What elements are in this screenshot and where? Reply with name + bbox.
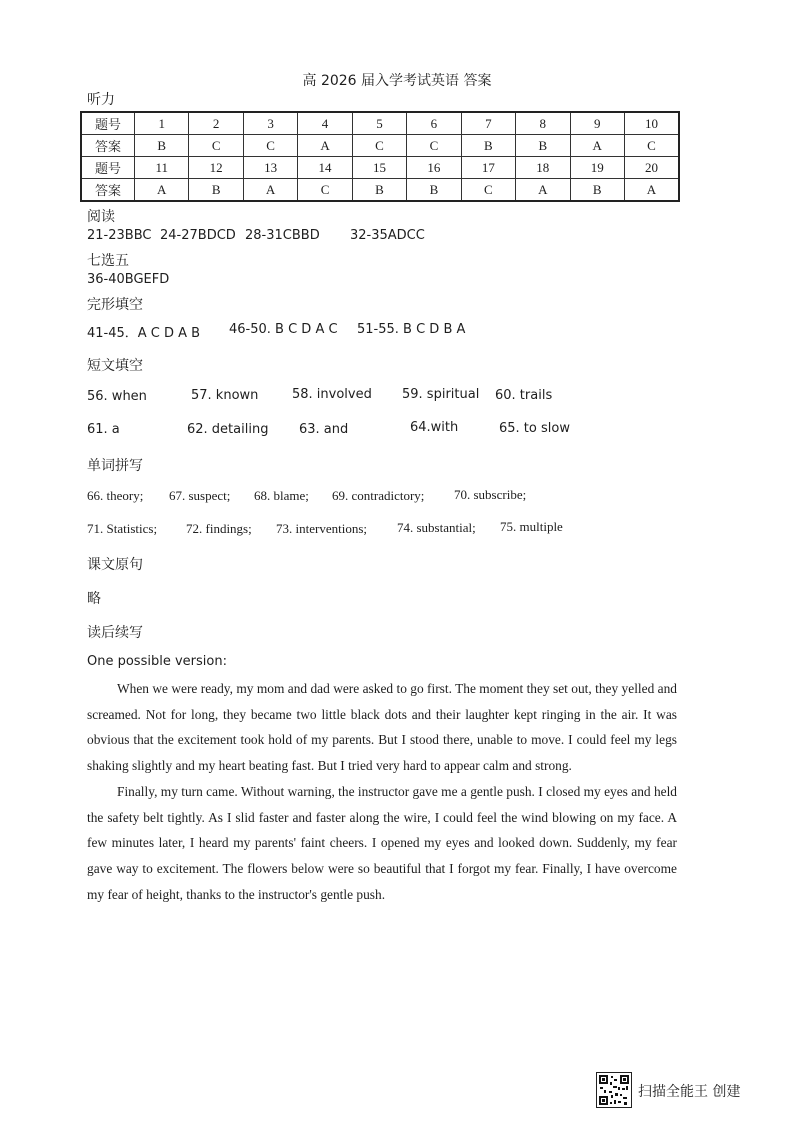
reading-heading: 阅读 (87, 209, 115, 225)
table-cell: A (624, 179, 679, 202)
listening-answer-table (80, 111, 680, 202)
table-cell: B (516, 135, 570, 157)
table-cell: B (570, 179, 624, 202)
spelling-answer: 73. interventions; (276, 521, 367, 536)
reading-answer-21-23: 21-23BBC (87, 228, 152, 243)
table-row (81, 135, 679, 157)
spelling-answer: 70. subscribe; (454, 487, 527, 502)
essay-paragraph: When we were ready, my mom and dad were asked to go first. The moment they set out, they yelled and screamed. Not for long, they became two little black dots and their laughter kept ringing in the air. It was obvious that the excitement took hold of my parents. But I stood there, unable to move. I could feel my legs shaking slightly and my heart beating fast. But I tried very hard to appear calm and strong. (87, 681, 677, 774)
table-cell: 18 (516, 157, 570, 179)
grammar-fill-answer: 61. a (87, 422, 120, 437)
table-cell: C (624, 135, 679, 157)
table-cell: 12 (189, 157, 243, 179)
table-cell: B (407, 179, 461, 202)
spelling-answer: 68. blame; (254, 488, 309, 503)
reading-answer-28-31: 28-31CBBD (245, 228, 320, 243)
table-cell: B (352, 179, 406, 202)
table-row (81, 112, 679, 135)
table-cell: 4 (298, 112, 352, 135)
seven-five-answer: 36-40BGEFD (87, 272, 170, 287)
table-cell: C (461, 179, 515, 202)
table-cell: 15 (352, 157, 406, 179)
cloze-answer-51-55: 51-55. B C D B A (357, 322, 466, 337)
spelling-answer: 69. contradictory; (332, 488, 425, 503)
table-cell: A (516, 179, 570, 202)
grammar-fill-answer: 57. known (191, 388, 259, 403)
spelling-heading: 单词拼写 (87, 458, 143, 474)
grammar-fill-answer: 59. spiritual (402, 387, 480, 402)
table-cell: A (298, 135, 352, 157)
table-cell: 14 (298, 157, 352, 179)
table-row (81, 179, 679, 202)
cloze-answer-41-45: 41-45．A C D A B (87, 326, 201, 341)
table-cell: B (189, 179, 243, 202)
table-cell: C (243, 135, 297, 157)
table-cell: 19 (570, 157, 624, 179)
table-cell: 20 (624, 157, 679, 179)
reading-answer-32-35: 32-35ADCC (350, 228, 425, 243)
table-cell: 6 (407, 112, 461, 135)
spelling-answer: 67. suspect; (169, 488, 231, 503)
table-cell: 10 (624, 112, 679, 135)
table-cell: 11 (135, 157, 189, 179)
grammar-fill-answer: 64.with (410, 420, 459, 435)
qr-code-icon (596, 1072, 632, 1108)
table-cell: C (407, 135, 461, 157)
essay-paragraph: Finally, my turn came. Without warning, the instructor gave me a gentle push. I closed my eyes and held the safety belt tightly. As I slid faster and faster along the wire, I could feel the wind blowing on my face. A few minutes later, I heard my parents' faint cheers. I opened my eyes and looked down. Suddenly, my fear gave way to excitement. The flowers below were so beautiful that I forgot my fear. Finally, I have overcome my fear of height, thanks to the instructor's gentle push. (87, 783, 677, 902)
table-cell: A (570, 135, 624, 157)
grammar-fill-answer: 63. and (299, 422, 349, 437)
table-cell: 9 (570, 112, 624, 135)
cloze-heading: 完形填空 (87, 297, 143, 313)
seven-five-heading: 七选五 (87, 253, 129, 269)
row-label: 题号 (81, 112, 135, 135)
grammar-fill-answer: 60. trails (495, 388, 553, 403)
spelling-answer: 74. substantial; (397, 520, 476, 535)
table-cell: 2 (189, 112, 243, 135)
table-cell: A (135, 179, 189, 202)
scanner-watermark: 扫描全能王 创建 (638, 1084, 741, 1100)
table-cell: C (189, 135, 243, 157)
page-title: 高 2026 届入学考试英语 答案 (302, 73, 492, 89)
grammar-fill-heading: 短文填空 (87, 358, 143, 374)
spelling-answer: 71. Statistics; (87, 521, 158, 536)
continuation-intro: One possible version: (87, 654, 227, 669)
grammar-fill-answer: 62. detailing (187, 422, 269, 437)
grammar-fill-answer: 56. when (87, 389, 147, 404)
row-label: 题号 (81, 157, 135, 179)
table-cell: 5 (352, 112, 406, 135)
table-cell: 17 (461, 157, 515, 179)
table-cell: B (461, 135, 515, 157)
table-row (81, 157, 679, 179)
table-cell: 16 (407, 157, 461, 179)
table-cell: 8 (516, 112, 570, 135)
grammar-fill-answer: 58. involved (292, 387, 372, 402)
table-cell: C (298, 179, 352, 202)
table-cell: B (135, 135, 189, 157)
spelling-answer: 75. multiple (500, 519, 563, 534)
cloze-answer-46-50: 46-50. B C D A C (229, 322, 338, 337)
table-cell: 13 (243, 157, 297, 179)
row-label: 答案 (81, 135, 135, 157)
original-sentences-content: 略 (87, 591, 101, 607)
table-cell: 1 (135, 112, 189, 135)
reading-answer-24-27: 24-27BDCD (160, 228, 236, 243)
table-cell: 3 (243, 112, 297, 135)
continuation-essay (87, 676, 677, 907)
table-cell: 7 (461, 112, 515, 135)
spelling-answer: 66. theory; (87, 488, 144, 503)
original-sentences-heading: 课文原句 (87, 557, 143, 573)
table-cell: A (243, 179, 297, 202)
grammar-fill-answer: 65. to slow (499, 421, 570, 436)
row-label: 答案 (81, 179, 135, 202)
listening-heading: 听力 (87, 92, 115, 108)
table-cell: C (352, 135, 406, 157)
spelling-answer: 72. findings; (186, 521, 252, 536)
continuation-heading: 读后续写 (87, 625, 143, 641)
